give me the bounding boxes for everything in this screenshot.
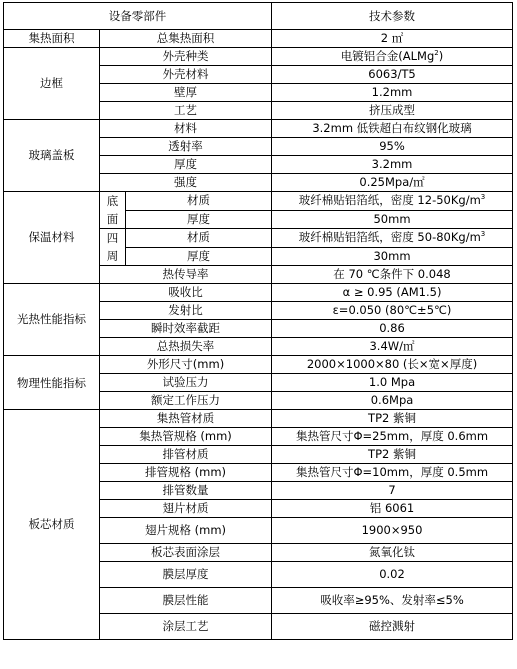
param-value: 3.2mm: [272, 156, 513, 174]
param-value: 电镀铝合金(ALMg$^2$): [272, 48, 513, 66]
param-value: 玻纤棉贴铝箔纸，密度 $50-80Kg/m^3$: [272, 229, 513, 248]
param-value: 1.0 Mpa: [272, 374, 513, 392]
param-value: 3.2mm 低铁超白布纹钢化玻璃: [272, 120, 513, 138]
group-core: 板芯材质: [4, 410, 100, 640]
param-label: 瞬时效率截距: [100, 320, 272, 338]
param-label: 外壳种类: [100, 48, 272, 66]
subgroup-side: 四 周: [100, 229, 126, 266]
group-frame: 边框: [4, 48, 100, 120]
param-value: 集热管尺寸Φ=25mm，厚度 0.6mm: [272, 428, 513, 446]
param-value: ε=0.050 (80℃±5℃): [272, 302, 513, 320]
group-thermal: 光热性能指标: [4, 284, 100, 356]
param-value: 0.6Mpa: [272, 392, 513, 410]
table-row: [4, 192, 513, 211]
param-value: 玻纤棉贴铝箔纸，密度 $12-50Kg/m^3$: [272, 192, 513, 211]
group-insulation: 保温材料: [4, 192, 100, 284]
param-value: 氮氧化钛: [272, 544, 513, 562]
table-row: [4, 120, 513, 138]
param-label: 膜层性能: [100, 588, 272, 614]
param-value: 50mm: [272, 210, 513, 229]
group-physical: 物理性能指标: [4, 356, 100, 410]
param-label: 膜层厚度: [100, 562, 272, 588]
param-label: 翅片规格 (mm): [100, 518, 272, 544]
header-part: 设备零部件: [4, 3, 272, 30]
param-label: 材质: [126, 229, 272, 248]
param-label: 壁厚: [100, 84, 272, 102]
subgroup-bottom: 底 面: [100, 192, 126, 229]
param-value: 0.25Mpa/㎡: [272, 174, 513, 192]
param-label: 集热管规格 (mm): [100, 428, 272, 446]
spec-table-container: [3, 2, 513, 640]
param-value: 3.4W/㎡: [272, 338, 513, 356]
param-value: 0.86: [272, 320, 513, 338]
header-spec: 技术参数: [272, 3, 513, 30]
param-value: 6063/T5: [272, 66, 513, 84]
param-value: 30mm: [272, 247, 513, 266]
param-value: 磁控溅射: [272, 614, 513, 640]
table-row: [4, 48, 513, 66]
param-label: 热传导率: [100, 266, 272, 284]
group-area: 集热面积: [4, 30, 100, 48]
table-row: [4, 356, 513, 374]
param-label: 厚度: [126, 210, 272, 229]
param-label: 材料: [100, 120, 272, 138]
header-row: [4, 3, 513, 30]
param-value: 2000×1000×80 (长×宽×厚度): [272, 356, 513, 374]
param-label: 吸收比: [100, 284, 272, 302]
param-label: 发射比: [100, 302, 272, 320]
table-row: [4, 30, 513, 48]
param-label: 总热损失率: [100, 338, 272, 356]
param-label: 排管材质: [100, 446, 272, 464]
param-label: 额定工作压力: [100, 392, 272, 410]
param-label: 材质: [126, 192, 272, 211]
param-label: 强度: [100, 174, 272, 192]
group-glass: 玻璃盖板: [4, 120, 100, 192]
param-label: 厚度: [100, 156, 272, 174]
param-value: 95%: [272, 138, 513, 156]
param-label: 集热管材质: [100, 410, 272, 428]
param-label: 外形尺寸(mm): [100, 356, 272, 374]
param-label: 工艺: [100, 102, 272, 120]
param-value: 0.02: [272, 562, 513, 588]
table-row: [4, 410, 513, 428]
param-label: 透射率: [100, 138, 272, 156]
param-value: TP2 紫铜: [272, 446, 513, 464]
param-value: TP2 紫铜: [272, 410, 513, 428]
param-value: 1900×950: [272, 518, 513, 544]
param-value: 铝 6061: [272, 500, 513, 518]
param-value: 2 ㎡: [272, 30, 513, 48]
param-label: 翅片材质: [100, 500, 272, 518]
param-label: 外壳材料: [100, 66, 272, 84]
param-label: 板芯表面涂层: [100, 544, 272, 562]
param-label: 总集热面积: [100, 30, 272, 48]
param-value: 集热管尺寸Φ=10mm，厚度 0.5mm: [272, 464, 513, 482]
param-label: 排管规格 (mm): [100, 464, 272, 482]
param-value: 在 70 ℃条件下 0.048: [272, 266, 513, 284]
param-value: 7: [272, 482, 513, 500]
param-value: α ≥ 0.95 (AM1.5): [272, 284, 513, 302]
param-label: 涂层工艺: [100, 614, 272, 640]
param-value: 吸收率≥95%、发射率≤5%: [272, 588, 513, 614]
param-label: 厚度: [126, 247, 272, 266]
param-value: 挤压成型: [272, 102, 513, 120]
table-row: [4, 284, 513, 302]
param-label: 试验压力: [100, 374, 272, 392]
param-label: 排管数量: [100, 482, 272, 500]
param-value: 1.2mm: [272, 84, 513, 102]
spec-table: [3, 2, 513, 640]
